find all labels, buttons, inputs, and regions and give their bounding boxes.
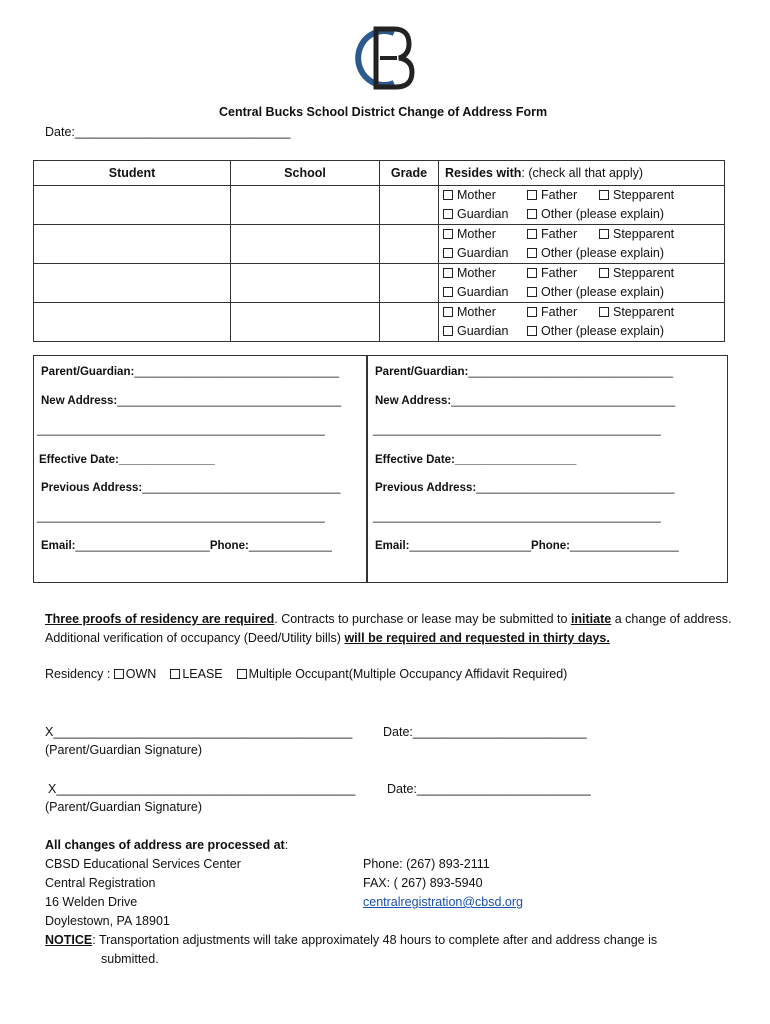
lease-checkbox[interactable] bbox=[170, 669, 180, 679]
grade-cell[interactable] bbox=[380, 264, 439, 303]
student-cell[interactable] bbox=[34, 225, 231, 264]
other-checkbox[interactable] bbox=[527, 248, 537, 258]
cbsd-logo bbox=[350, 25, 420, 91]
notice-line-2: submitted. bbox=[101, 952, 159, 966]
right-previous-address-field[interactable]: Previous Address:_______________________________ bbox=[375, 482, 675, 494]
stepparent-checkbox[interactable] bbox=[599, 268, 609, 278]
right-address-line2[interactable]: _____________________________________________ bbox=[373, 424, 661, 436]
other-checkbox[interactable] bbox=[527, 209, 537, 219]
resides-cell: Mother Father Stepparent Guardian Other (please explain) bbox=[439, 264, 725, 303]
signature-date-2[interactable]: Date:_________________________ bbox=[387, 782, 591, 796]
school-cell[interactable] bbox=[231, 303, 380, 342]
address-line-4: Doylestown, PA 18901 bbox=[45, 914, 170, 928]
stepparent-checkbox[interactable] bbox=[599, 190, 609, 200]
date-label: Date: bbox=[45, 125, 75, 139]
father-checkbox[interactable] bbox=[527, 229, 537, 239]
other-checkbox[interactable] bbox=[527, 287, 537, 297]
address-heading: All changes of address are processed at: bbox=[45, 838, 289, 852]
date-line: _______________________________ bbox=[74, 125, 291, 139]
left-parent-field[interactable]: Parent/Guardian:________________________________ bbox=[41, 366, 339, 378]
resides-cell: Mother Father Stepparent Guardian Other (please explain) bbox=[439, 225, 725, 264]
mother-checkbox[interactable] bbox=[443, 229, 453, 239]
left-address-line2[interactable]: _____________________________________________ bbox=[37, 424, 325, 436]
header-school: School bbox=[231, 161, 380, 186]
right-previous-line2[interactable]: _____________________________________________ bbox=[373, 511, 661, 523]
signature-line-2[interactable]: X___________________________________________ bbox=[48, 782, 356, 796]
address-line-1: CBSD Educational Services Center bbox=[45, 857, 241, 871]
left-email-phone-field[interactable]: Email:_____________________Phone:_____________ bbox=[41, 540, 332, 552]
signature-caption-1: (Parent/Guardian Signature) bbox=[45, 743, 203, 757]
guardian-checkbox[interactable] bbox=[443, 326, 453, 336]
guardian-checkbox[interactable] bbox=[443, 287, 453, 297]
student-cell[interactable] bbox=[34, 264, 231, 303]
father-checkbox[interactable] bbox=[527, 190, 537, 200]
residency-paragraph: Three proofs of residency are required. Contracts to purchase or lease may be submitted to initiate a change of address. Additional verification of occupancy (Deed/Utility bills) will be required and requested in thirty days. bbox=[45, 612, 732, 645]
signature-date-1[interactable]: Date:_________________________ bbox=[383, 725, 587, 739]
resides-cell: Mother Father Stepparent Guardian Other (please explain) bbox=[439, 303, 725, 342]
contact-fax: FAX: ( 267) 893-5940 bbox=[363, 876, 483, 890]
own-checkbox[interactable] bbox=[114, 669, 124, 679]
grade-cell[interactable] bbox=[380, 303, 439, 342]
multiple-occupant-checkbox[interactable] bbox=[237, 669, 247, 679]
father-checkbox[interactable] bbox=[527, 307, 537, 317]
address-line-2: Central Registration bbox=[45, 876, 156, 890]
right-new-address-field[interactable]: New Address:___________________________________ bbox=[375, 395, 676, 407]
school-cell[interactable] bbox=[231, 186, 380, 225]
stepparent-checkbox[interactable] bbox=[599, 307, 609, 317]
mother-checkbox[interactable] bbox=[443, 268, 453, 278]
notice-line-1: NOTICE: Transportation adjustments will take approximately 48 hours to complete after and address change is bbox=[45, 933, 658, 947]
father-checkbox[interactable] bbox=[527, 268, 537, 278]
right-email-phone-field[interactable]: Email:___________________Phone:_________________ bbox=[375, 540, 679, 552]
form-title: Central Bucks School District Change of Address Form bbox=[219, 105, 548, 119]
date-field[interactable] bbox=[45, 125, 290, 139]
stepparent-checkbox[interactable] bbox=[599, 229, 609, 239]
signature-caption-2: (Parent/Guardian Signature) bbox=[45, 800, 203, 814]
grade-cell[interactable] bbox=[380, 225, 439, 264]
left-previous-line2[interactable]: _____________________________________________ bbox=[37, 511, 325, 523]
guardian-checkbox[interactable] bbox=[443, 248, 453, 258]
grade-cell[interactable] bbox=[380, 186, 439, 225]
left-new-address-field[interactable]: New Address:___________________________________ bbox=[41, 395, 342, 407]
header-resides-with: Resides with: (check all that apply) bbox=[439, 161, 725, 186]
left-previous-address-field[interactable]: Previous Address:_______________________________ bbox=[41, 482, 341, 494]
school-cell[interactable] bbox=[231, 264, 380, 303]
contact-email-link[interactable]: centralregistration@cbsd.org bbox=[363, 895, 523, 909]
address-line-3: 16 Welden Drive bbox=[45, 895, 138, 909]
header-grade: Grade bbox=[380, 161, 439, 186]
student-cell[interactable] bbox=[34, 303, 231, 342]
student-cell[interactable] bbox=[34, 186, 231, 225]
other-checkbox[interactable] bbox=[527, 326, 537, 336]
mother-checkbox[interactable] bbox=[443, 307, 453, 317]
right-parent-field[interactable]: Parent/Guardian:________________________________ bbox=[375, 366, 673, 378]
left-effective-date-field[interactable]: Effective Date:_______________ bbox=[39, 454, 215, 466]
signature-line-1[interactable]: X___________________________________________ bbox=[45, 725, 353, 739]
residency-options: Residency : OWN LEASE Multiple Occupant(Multiple Occupancy Affidavit Required) bbox=[45, 667, 568, 681]
school-cell[interactable] bbox=[231, 225, 380, 264]
header-student: Student bbox=[34, 161, 231, 186]
contact-phone: Phone: (267) 893-2111 bbox=[363, 857, 490, 871]
right-effective-date-field[interactable]: Effective Date:___________________ bbox=[375, 454, 577, 466]
students-table bbox=[33, 160, 725, 342]
resides-cell: Mother Father Stepparent Guardian Other (please explain) bbox=[439, 186, 725, 225]
mother-checkbox[interactable] bbox=[443, 190, 453, 200]
guardian-checkbox[interactable] bbox=[443, 209, 453, 219]
